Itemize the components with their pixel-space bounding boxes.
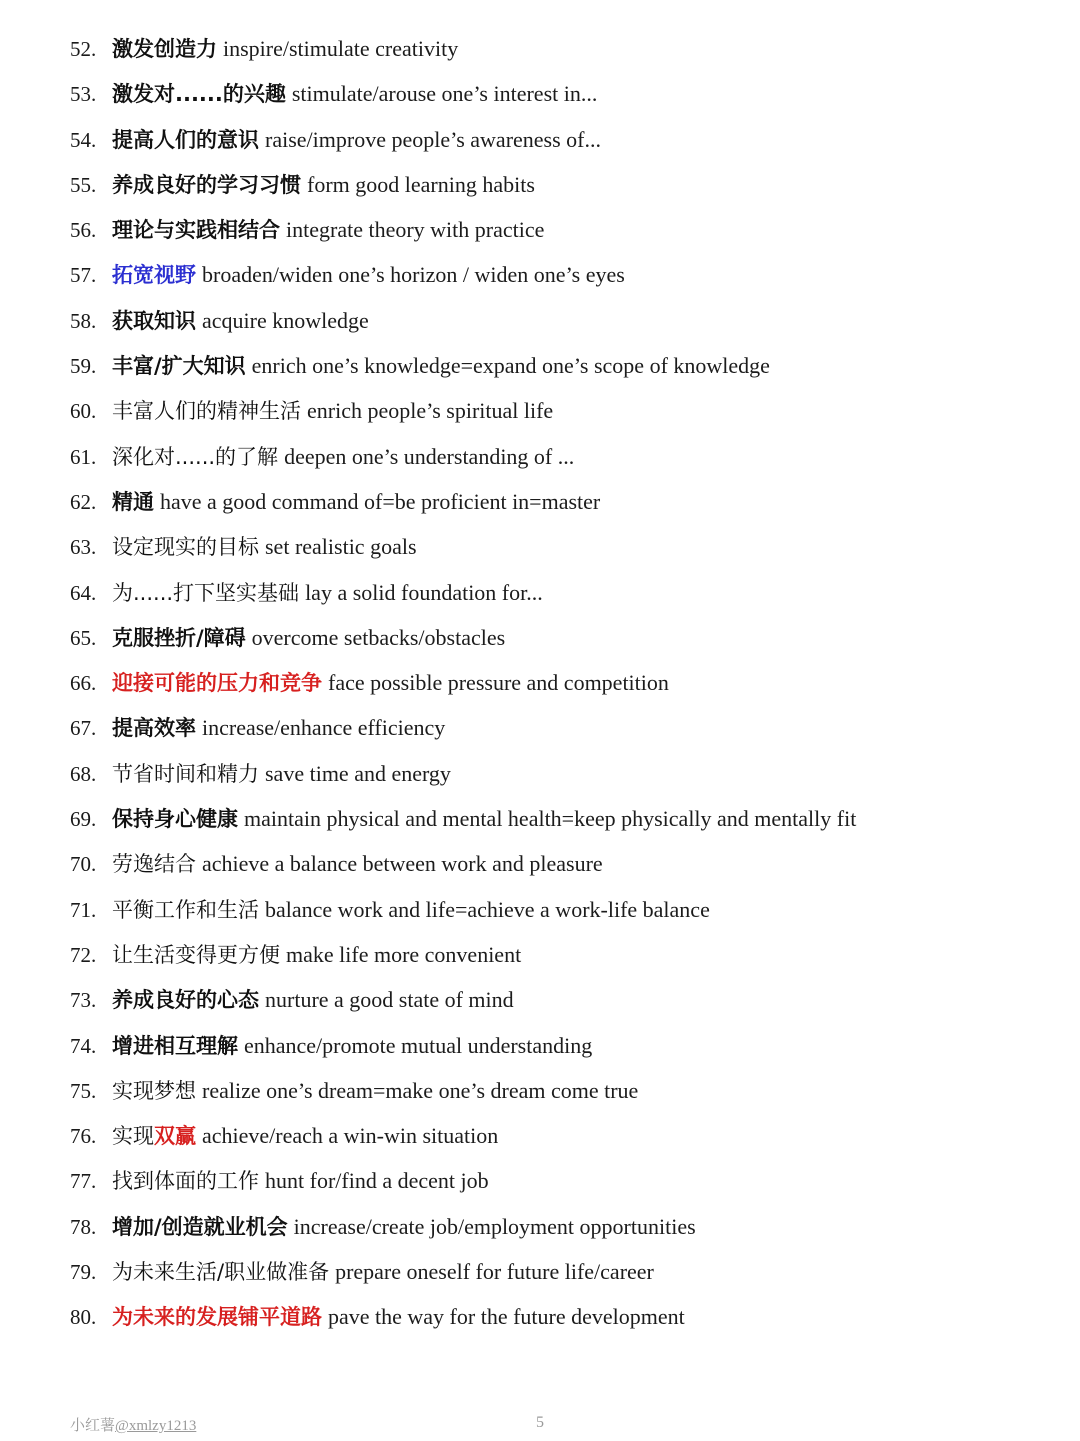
phrase-entry (70, 162, 1060, 207)
english-phrase: balance work and life=achieve a work-life balance (265, 896, 710, 922)
english-phrase: overcome setbacks/obstacles (251, 624, 506, 650)
chinese-phrase (112, 933, 280, 978)
chinese-text: 找到体面的工作 (112, 1169, 259, 1194)
phrase-entry (70, 841, 1060, 886)
phrase-list (70, 26, 1060, 1340)
phrase-entry (70, 298, 1060, 343)
entry-number: 55. (70, 172, 97, 197)
english-phrase: have a good command of=be proficient in=master (160, 488, 601, 514)
entry-number: 68. (70, 761, 97, 786)
chinese-phrase (112, 72, 286, 117)
phrase-entry (70, 117, 1060, 162)
english-phrase: prepare oneself for future life/career (335, 1259, 654, 1285)
chinese-text: 精通 (112, 489, 154, 514)
chinese-text: 激发对......的兴趣 (112, 82, 286, 107)
chinese-text: 激发创造力 (112, 37, 217, 61)
chinese-text: 理论与实践相结合 (112, 218, 280, 243)
watermark-handle: @xmlzy1213 (115, 1418, 197, 1434)
chinese-phrase (112, 752, 259, 797)
phrase-entry (70, 796, 1060, 841)
phrase-entry (70, 434, 1060, 479)
page-footer (70, 1414, 1060, 1438)
chinese-phrase (112, 435, 278, 480)
highlighted-chinese-text: 为未来的发展铺平道路 (112, 1305, 322, 1330)
english-phrase: make life more convenient (286, 941, 522, 967)
english-phrase: achieve a balance between work and pleasure (202, 851, 603, 877)
highlighted-chinese-text: 双赢 (154, 1124, 196, 1149)
entry-number: 63. (70, 535, 97, 560)
entry-number: 80. (70, 1305, 97, 1330)
chinese-phrase (112, 299, 196, 344)
phrase-entry (70, 343, 1060, 388)
phrase-entry (70, 1113, 1060, 1158)
chinese-text: 保持身心健康 (112, 807, 238, 832)
chinese-phrase (112, 1250, 329, 1295)
chinese-phrase (112, 797, 238, 842)
entry-number: 62. (70, 489, 97, 514)
english-phrase: broaden/widen one’s horizon / widen one’s eyes (202, 262, 625, 288)
chinese-phrase (112, 1024, 238, 1069)
chinese-phrase (112, 525, 259, 570)
english-phrase: nurture a good state of mind (265, 987, 514, 1013)
english-phrase: increase/create job/employment opportunities (293, 1213, 696, 1239)
phrase-entry (70, 1204, 1060, 1249)
phrase-entry (70, 1249, 1060, 1294)
entry-number: 78. (70, 1214, 97, 1239)
chinese-phrase (112, 253, 196, 298)
chinese-text: 实现 (112, 1124, 154, 1149)
phrase-entry (70, 751, 1060, 796)
phrase-entry (70, 932, 1060, 977)
chinese-phrase (112, 27, 217, 72)
entry-number: 67. (70, 716, 97, 741)
phrase-entry (70, 615, 1060, 660)
entry-number: 76. (70, 1124, 97, 1149)
chinese-text: 养成良好的心态 (112, 988, 259, 1013)
english-phrase: achieve/reach a win-win situation (202, 1123, 499, 1149)
entry-number: 52. (70, 37, 97, 61)
entry-number: 74. (70, 1033, 97, 1058)
english-phrase: maintain physical and mental health=keep physically and mentally fit (244, 806, 857, 832)
english-phrase: set realistic goals (265, 534, 417, 560)
phrase-entry (70, 1023, 1060, 1068)
phrase-entry (70, 705, 1060, 750)
chinese-phrase (112, 706, 196, 751)
watermark-site: 小红薯 (70, 1416, 116, 1434)
entry-number: 53. (70, 82, 97, 107)
phrase-entry (70, 524, 1060, 569)
english-phrase: enrich people’s spiritual life (307, 398, 554, 424)
entry-number: 60. (70, 399, 97, 424)
entry-number: 59. (70, 354, 97, 379)
phrase-entry (70, 479, 1060, 524)
chinese-phrase (112, 1114, 196, 1159)
chinese-phrase (112, 842, 196, 887)
chinese-text: 提高效率 (112, 716, 196, 741)
phrase-entry (70, 977, 1060, 1022)
chinese-phrase (112, 1159, 259, 1204)
chinese-phrase (112, 888, 259, 933)
chinese-text: 为......打下坚实基础 (112, 580, 300, 605)
chinese-phrase (112, 661, 322, 706)
entry-number: 69. (70, 807, 97, 832)
english-phrase: hunt for/find a decent job (265, 1168, 489, 1194)
entry-number: 73. (70, 988, 97, 1013)
phrase-entry (70, 71, 1060, 116)
chinese-text: 增进相互理解 (112, 1033, 238, 1058)
entry-number: 61. (70, 444, 97, 469)
entry-number: 71. (70, 897, 97, 922)
english-phrase: form good learning habits (307, 171, 535, 197)
chinese-text: 深化对......的了解 (112, 444, 279, 469)
chinese-phrase (112, 389, 301, 434)
entry-number: 72. (70, 942, 97, 967)
highlighted-chinese-text: 迎接可能的压力和竞争 (112, 671, 322, 696)
english-phrase: integrate theory with practice (286, 217, 545, 243)
chinese-text: 实现梦想 (112, 1078, 196, 1103)
chinese-text: 丰富人们的精神生活 (112, 399, 301, 424)
chinese-text: 设定现实的目标 (112, 535, 259, 560)
chinese-text: 节省时间和精力 (112, 761, 259, 786)
entry-number: 79. (70, 1260, 97, 1285)
english-phrase: pave the way for the future development (328, 1304, 685, 1330)
english-phrase: acquire knowledge (202, 307, 369, 333)
chinese-phrase (112, 344, 246, 389)
chinese-text: 克服挫折/障碍 (112, 625, 246, 650)
entry-number: 65. (70, 625, 97, 650)
entry-number: 77. (70, 1169, 97, 1194)
chinese-text: 获取知识 (112, 308, 196, 333)
entry-number: 64. (70, 580, 97, 605)
english-phrase: increase/enhance efficiency (202, 715, 446, 741)
english-phrase: inspire/stimulate creativity (223, 36, 459, 61)
chinese-phrase (112, 1295, 322, 1340)
english-phrase: deepen one’s understanding of ... (284, 443, 575, 469)
chinese-text: 提高人们的意识 (112, 127, 259, 152)
phrase-entry (70, 1158, 1060, 1203)
chinese-text: 丰富/扩大知识 (112, 354, 246, 379)
chinese-phrase (112, 571, 299, 616)
english-phrase: raise/improve people’s awareness of... (265, 126, 601, 152)
chinese-phrase (112, 1205, 288, 1250)
entry-number: 66. (70, 671, 97, 696)
chinese-phrase (112, 118, 259, 163)
chinese-phrase (112, 163, 301, 208)
english-phrase: enrich one’s knowledge=expand one’s scope of knowledge (251, 353, 770, 379)
entry-number: 56. (70, 218, 97, 243)
phrase-entry (70, 207, 1060, 252)
chinese-phrase (112, 616, 246, 661)
phrase-entry (70, 252, 1060, 297)
entry-number: 54. (70, 127, 97, 152)
chinese-text: 养成良好的学习习惯 (112, 172, 301, 197)
english-phrase: stimulate/arouse one’s interest in... (291, 81, 598, 107)
phrase-entry (70, 26, 1060, 71)
english-phrase: face possible pressure and competition (328, 670, 669, 696)
english-phrase: save time and energy (265, 760, 451, 786)
phrase-entry (70, 388, 1060, 433)
chinese-phrase (112, 208, 280, 253)
chinese-text: 增加/创造就业机会 (112, 1214, 288, 1239)
entry-number: 75. (70, 1078, 97, 1103)
phrase-entry (70, 570, 1060, 615)
highlighted-chinese-text: 拓宽视野 (112, 263, 196, 288)
entry-number: 70. (70, 852, 97, 877)
chinese-text: 让生活变得更方便 (112, 942, 280, 967)
chinese-phrase (112, 480, 154, 525)
watermark (70, 1414, 196, 1435)
page-number: 5 (536, 1414, 544, 1431)
entry-number: 58. (70, 308, 97, 333)
chinese-phrase (112, 1069, 196, 1114)
phrase-entry (70, 1294, 1060, 1339)
phrase-entry (70, 1068, 1060, 1113)
entry-number: 57. (70, 263, 97, 288)
english-phrase: lay a solid foundation for... (305, 579, 543, 605)
english-phrase: enhance/promote mutual understanding (244, 1032, 593, 1058)
chinese-text: 劳逸结合 (112, 852, 196, 877)
phrase-entry (70, 887, 1060, 932)
chinese-phrase (112, 978, 259, 1023)
chinese-text: 平衡工作和生活 (112, 897, 259, 922)
english-phrase: realize one’s dream=make one’s dream come true (202, 1077, 639, 1103)
chinese-text: 为未来生活/职业做准备 (112, 1260, 330, 1285)
phrase-entry (70, 660, 1060, 705)
